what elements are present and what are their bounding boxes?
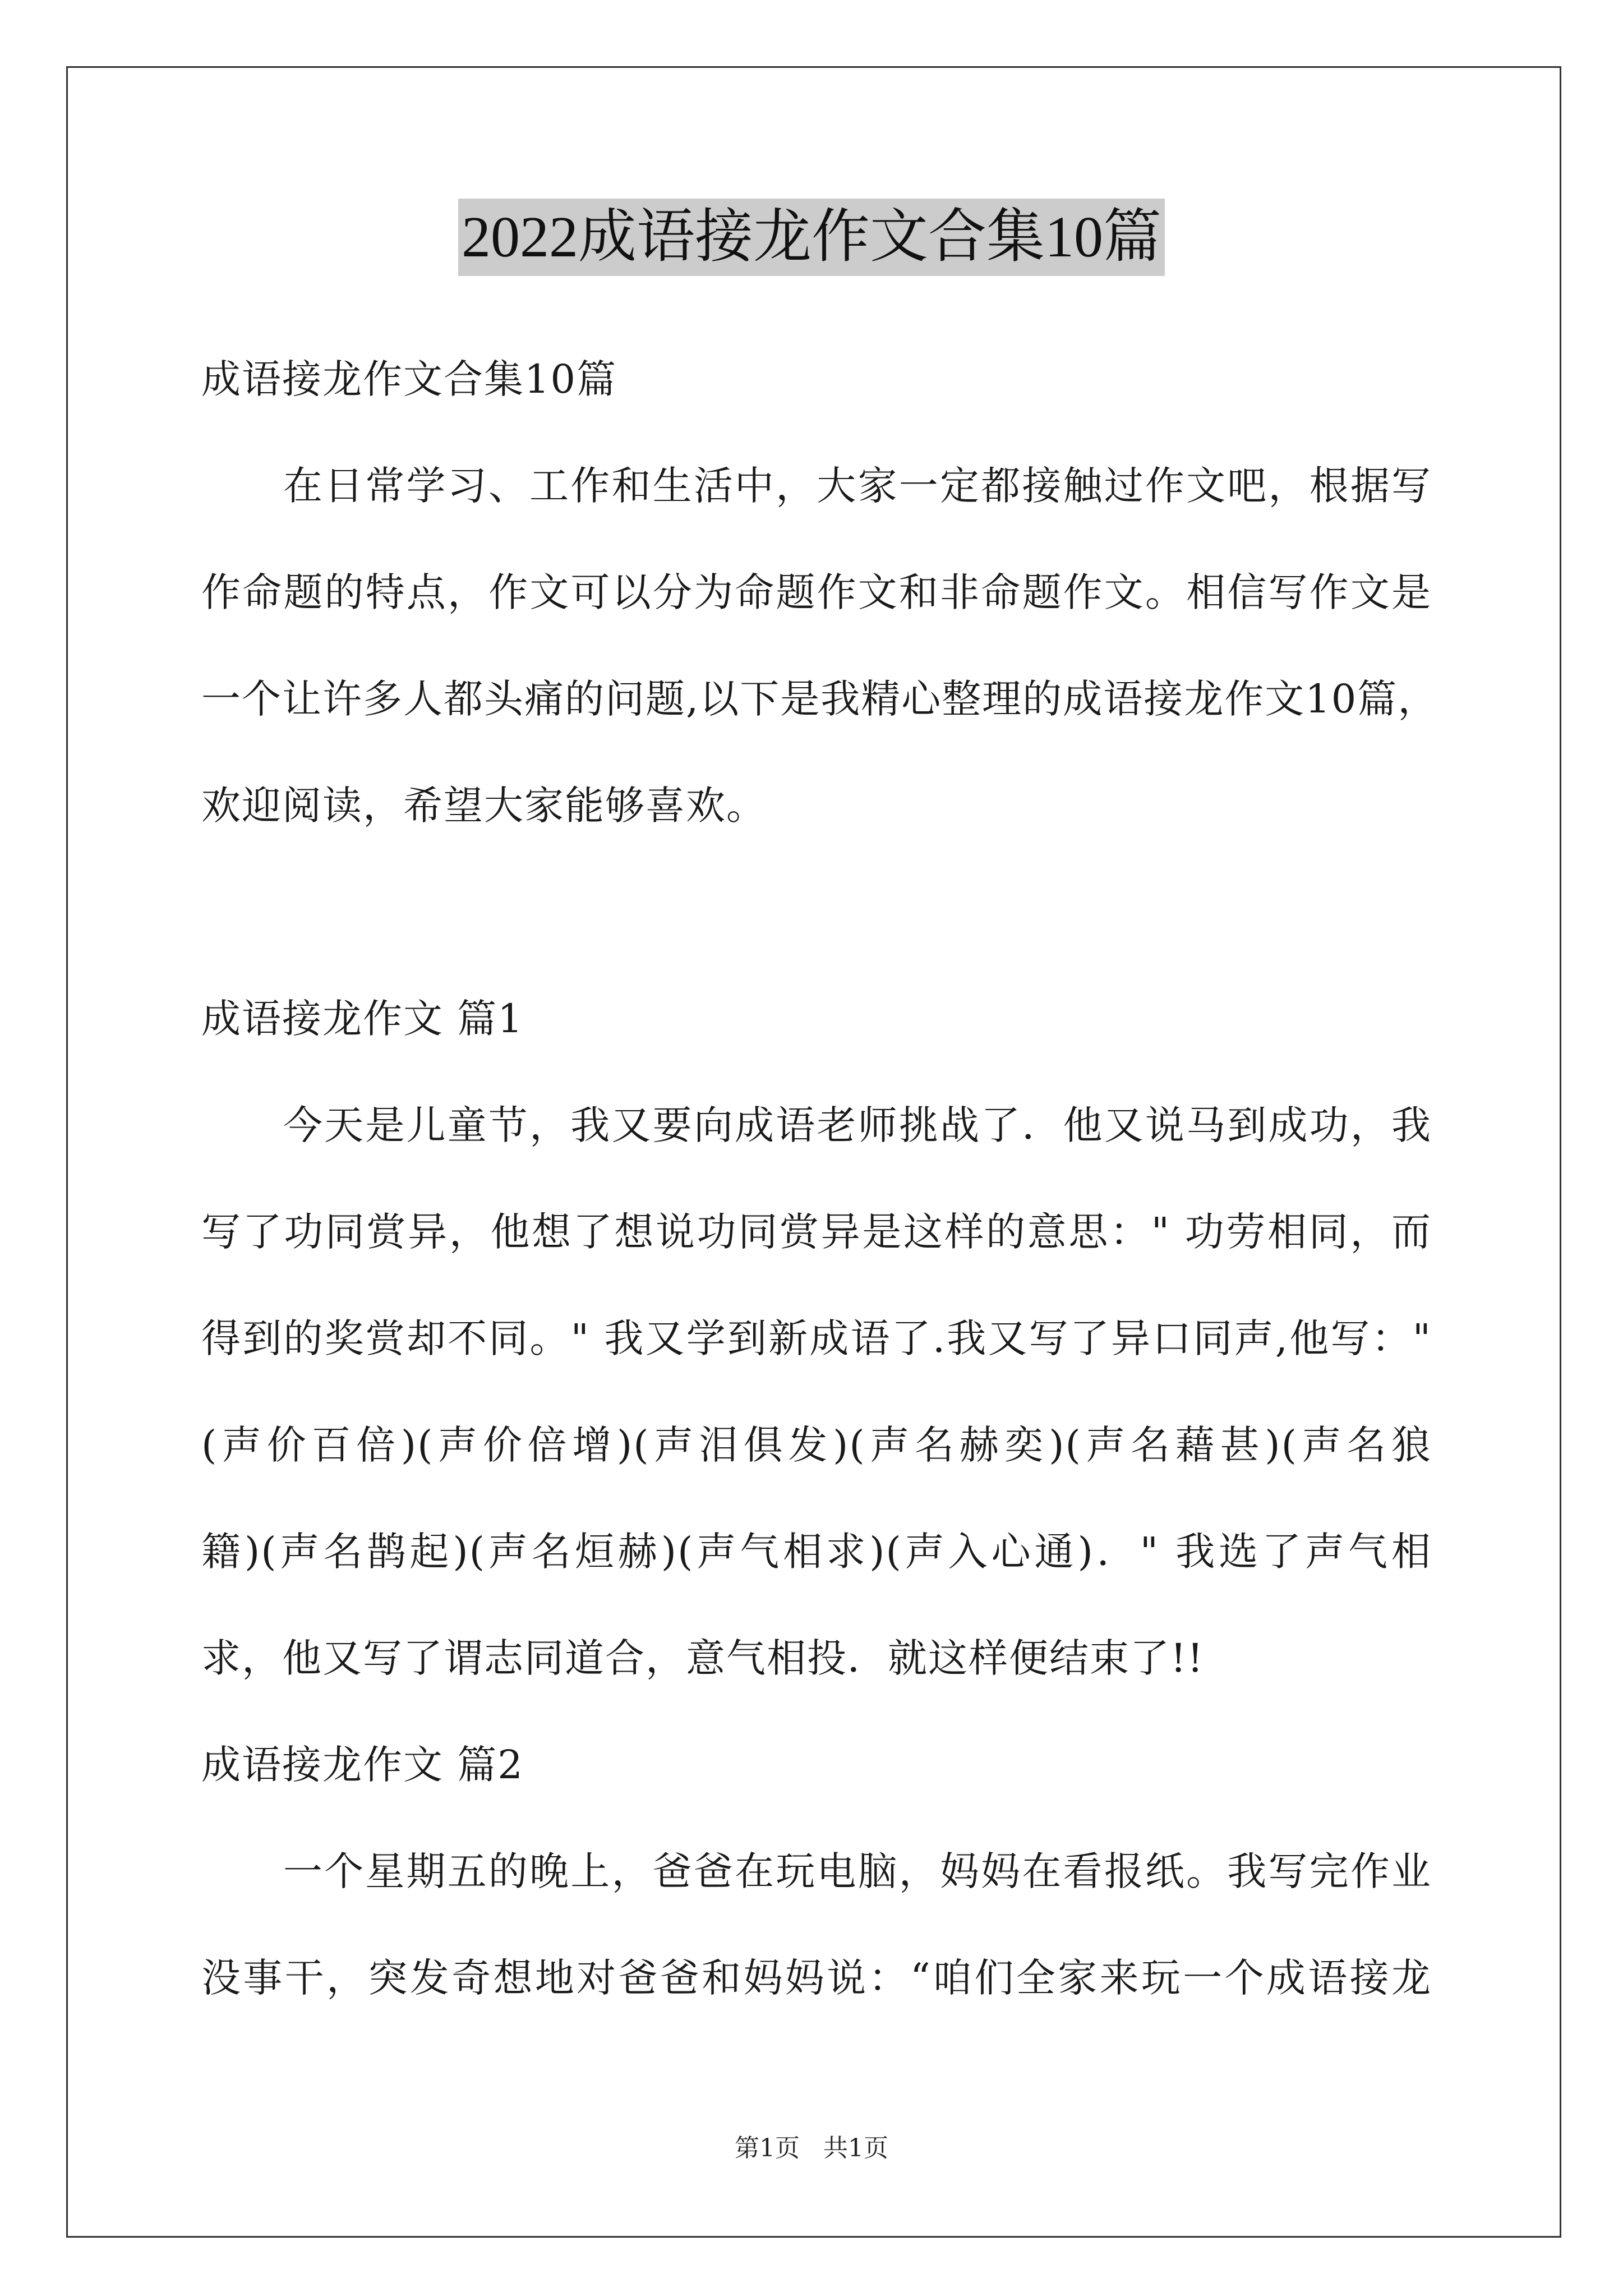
intro-line: 欢迎阅读，希望大家能够喜欢。 — [201, 783, 767, 829]
section-line: 没事干，突发奇想地对爸爸和妈妈说：“咱们全家来玩一个成语接龙 — [201, 1955, 1432, 2001]
page-footer: 第1页 共1页 — [735, 2134, 888, 2162]
section-line: 写了功同赏异，他想了想说功同赏异是这样的意思：" 功劳相同，而 — [201, 1209, 1432, 1255]
document-body — [201, 326, 1438, 2031]
section-line: (声价百倍)(声价倍增)(声泪俱发)(声名赫奕)(声名藉甚)(声名狼 — [201, 1422, 1432, 1468]
section-heading: 成语接龙作文 篇1 — [201, 996, 524, 1042]
document-subtitle: 成语接龙作文合集10篇 — [201, 356, 617, 402]
section-line: 籍)(声名鹊起)(声名烜赫)(声气相求)(声入心通)．" 我选了声气相 — [201, 1529, 1432, 1575]
section-line: 求，他又写了谓志同道合，意气相投．就这样便结束了!! — [201, 1635, 1205, 1681]
section-line: 得到的奖赏却不同。" 我又学到新成语了.我又写了异口同声,他写：" — [201, 1315, 1432, 1361]
section-heading: 成语接龙作文 篇2 — [201, 1742, 524, 1788]
section-line: 一个星期五的晚上，爸爸在玩电脑，妈妈在看报纸。我写完作业 — [283, 1848, 1432, 1894]
intro-line: 在日常学习、工作和生活中，大家一定都接触过作文吧，根据写 — [283, 463, 1432, 509]
intro-line: 一个让许多人都头痛的问题,以下是我精心整理的成语接龙作文10篇， — [201, 676, 1438, 722]
blank-line — [201, 859, 1432, 965]
title-row — [0, 199, 1623, 276]
intro-line: 作命题的特点，作文可以分为命题作文和非命题作文。相信写作文是 — [201, 569, 1432, 615]
document-title: 2022成语接龙作文合集10篇 — [458, 199, 1165, 276]
section-line: 今天是儿童节，我又要向成语老师挑战了．他又说马到成功，我 — [283, 1102, 1432, 1148]
